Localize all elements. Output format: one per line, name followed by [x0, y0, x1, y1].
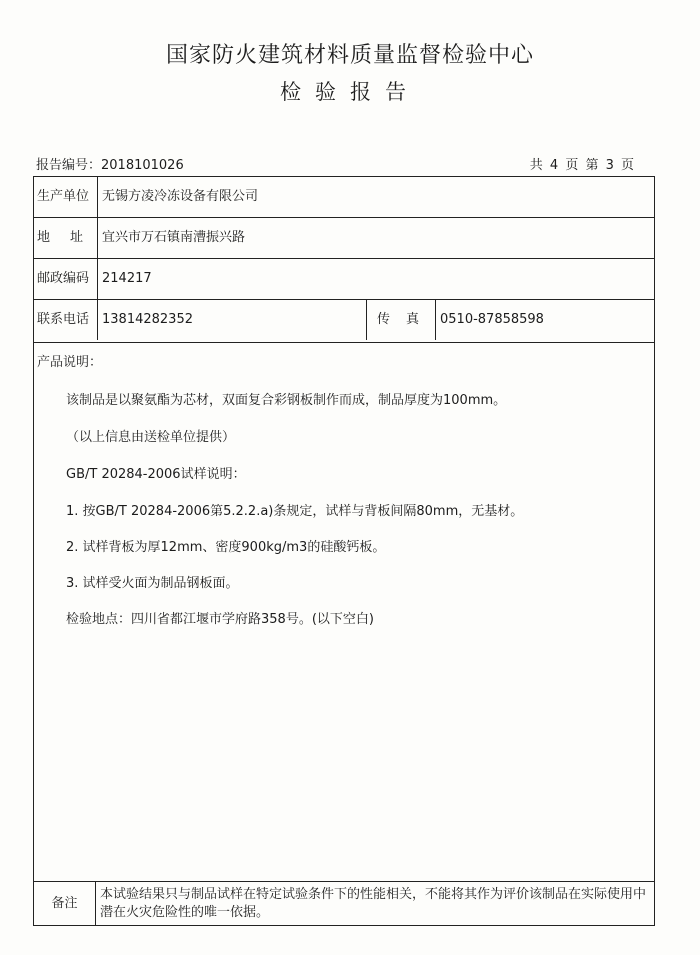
description-line: 1. 按GB/T 20284-2006第5.2.2.a)条规定，试样与背板间隔80mm，无基材。 — [66, 504, 524, 519]
document-title: 检验报告 — [280, 80, 420, 104]
producer-label: 生产单位 — [34, 177, 98, 217]
remark-row — [34, 881, 654, 925]
description-line: GB/T 20284-2006试样说明： — [66, 467, 246, 482]
remark-text: 本试验结果只与制品试样在特定试验条件下的性能相关，不能将其作为评价该制品在实际使用中潜在火灾危险性的唯一依据。 — [100, 887, 647, 920]
contact-row — [34, 300, 654, 343]
address-value: 宜兴市万石镇南漕振兴路 — [102, 230, 246, 245]
description-line: 3. 试样受火面为制品钢板面。 — [66, 576, 239, 591]
phone-value: 13814282352 — [102, 312, 193, 327]
description-line: 2. 试样背板为厚12mm、密度900kg/m3的硅酸钙板。 — [66, 540, 386, 555]
page-info: 共 4 页 第 3 页 — [529, 158, 634, 173]
description-line: （以上信息由送检单位提供） — [66, 430, 236, 445]
fax-label: 传真 — [366, 300, 436, 340]
org-title: 国家防火建筑材料质量监督检验中心 — [165, 43, 534, 68]
postcode-row — [34, 259, 654, 300]
producer-value: 无锡方凌冷冻设备有限公司 — [102, 189, 259, 204]
postcode-label: 邮政编码 — [34, 259, 98, 299]
address-label: 地址 — [34, 218, 98, 258]
remark-label: 备注 — [34, 882, 96, 925]
description-line: 检验地点：四川省都江堰市学府路358号。(以下空白) — [66, 612, 374, 627]
producer-row — [34, 177, 654, 218]
description-line: 该制品是以聚氨酯为芯材，双面复合彩钢板制作而成，制品厚度为100mm。 — [66, 393, 507, 408]
postcode-value: 214217 — [102, 271, 152, 286]
fax-value: 0510-87858598 — [440, 312, 544, 327]
report-number: 报告编号：2018101026 — [36, 158, 184, 173]
report-table — [33, 176, 655, 926]
description-heading: 产品说明： — [37, 355, 103, 370]
phone-label: 联系电话 — [34, 300, 98, 340]
address-row — [34, 218, 654, 259]
